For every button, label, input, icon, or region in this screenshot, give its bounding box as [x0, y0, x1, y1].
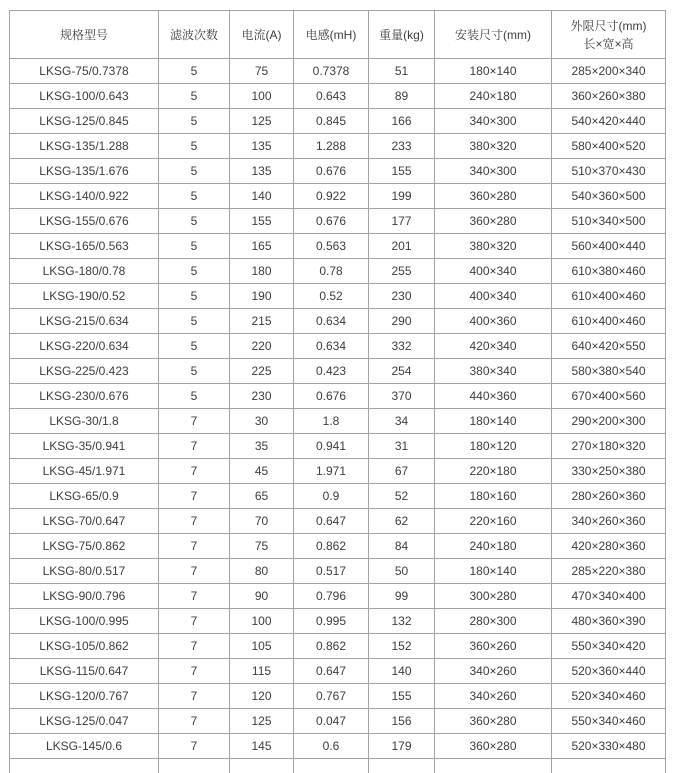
- table-cell: 400×340: [435, 259, 552, 284]
- table-cell: 290: [369, 309, 435, 334]
- table-row: [10, 734, 666, 759]
- table-cell: 7: [159, 409, 230, 434]
- table-cell: 332: [369, 334, 435, 359]
- table-cell: 84: [369, 534, 435, 559]
- table-cell: 0.647: [294, 509, 369, 534]
- table-cell: 75: [230, 534, 294, 559]
- table-cell: 480×360×390: [552, 609, 666, 634]
- table-cell: 135: [230, 159, 294, 184]
- table-cell: LKSG-135/1.676: [10, 159, 159, 184]
- table-row: [10, 184, 666, 209]
- table-cell: 5: [159, 84, 230, 109]
- table-cell: 270×180×320: [552, 434, 666, 459]
- table-cell: 179: [369, 734, 435, 759]
- table-cell: LKSG-120/0.767: [10, 684, 159, 709]
- table-cell: [230, 759, 294, 773]
- table-row: [10, 459, 666, 484]
- table-cell: 0.941: [294, 434, 369, 459]
- table-row: [10, 309, 666, 334]
- table-cell: 5: [159, 184, 230, 209]
- table-cell: 340×300: [435, 159, 552, 184]
- table-cell: 180×140: [435, 409, 552, 434]
- table-cell: 7: [159, 734, 230, 759]
- table-cell: 75: [230, 59, 294, 84]
- table-cell: 0.423: [294, 359, 369, 384]
- table-cell: 145: [230, 734, 294, 759]
- table-cell: LKSG-30/1.8: [10, 409, 159, 434]
- table-cell: LKSG-165/0.563: [10, 234, 159, 259]
- table-cell: 7: [159, 659, 230, 684]
- table-cell: 0.563: [294, 234, 369, 259]
- table-cell: 380×320: [435, 234, 552, 259]
- table-cell: 230: [369, 284, 435, 309]
- table-cell: 215: [230, 309, 294, 334]
- table-row: [10, 634, 666, 659]
- table-cell: 132: [369, 609, 435, 634]
- column-header-model: 规格型号: [10, 11, 159, 59]
- table-cell: 100: [230, 609, 294, 634]
- table-cell: 5: [159, 359, 230, 384]
- table-cell: 380×320: [435, 134, 552, 159]
- table-cell: 0.7378: [294, 59, 369, 84]
- table-cell: 0.6: [294, 734, 369, 759]
- table-cell: 0.517: [294, 559, 369, 584]
- table-cell: 5: [159, 334, 230, 359]
- table-cell: 67: [369, 459, 435, 484]
- table-cell: 7: [159, 584, 230, 609]
- table-cell: LKSG-115/0.647: [10, 659, 159, 684]
- table-cell: 90: [230, 584, 294, 609]
- column-header-filter-times: 滤波次数: [159, 11, 230, 59]
- spec-table-container: [9, 10, 666, 773]
- table-cell: 0.995: [294, 609, 369, 634]
- table-row: [10, 559, 666, 584]
- table-cell: 340×300: [435, 109, 552, 134]
- table-cell: LKSG-220/0.634: [10, 334, 159, 359]
- table-cell: 340×260×360: [552, 509, 666, 534]
- table-cell: LKSG-125/0.845: [10, 109, 159, 134]
- table-cell: 640×420×550: [552, 334, 666, 359]
- table-cell: 105: [230, 634, 294, 659]
- table-cell: 62: [369, 509, 435, 534]
- table-row: [10, 234, 666, 259]
- table-cell: 0.643: [294, 84, 369, 109]
- table-cell: 550×340×420: [552, 634, 666, 659]
- table-cell: 89: [369, 84, 435, 109]
- table-cell: 520×360×440: [552, 659, 666, 684]
- table-cell: [10, 759, 159, 773]
- table-cell: 0.796: [294, 584, 369, 609]
- column-header-inductance: 电感(mH): [294, 11, 369, 59]
- table-cell: 225: [230, 359, 294, 384]
- table-cell: 5: [159, 209, 230, 234]
- table-cell: [552, 759, 666, 773]
- table-row: [10, 259, 666, 284]
- table-cell: 50: [369, 559, 435, 584]
- table-cell: 0.9: [294, 484, 369, 509]
- table-cell: 0.047: [294, 709, 369, 734]
- table-cell: 7: [159, 634, 230, 659]
- table-cell: 7: [159, 609, 230, 634]
- table-cell: 34: [369, 409, 435, 434]
- table-cell: LKSG-180/0.78: [10, 259, 159, 284]
- table-cell: 5: [159, 59, 230, 84]
- table-cell: 5: [159, 309, 230, 334]
- table-cell: LKSG-230/0.676: [10, 384, 159, 409]
- table-cell: 5: [159, 284, 230, 309]
- table-cell: 0.52: [294, 284, 369, 309]
- table-cell: LKSG-100/0.643: [10, 84, 159, 109]
- table-cell: 7: [159, 684, 230, 709]
- table-cell: [435, 759, 552, 773]
- table-cell: LKSG-105/0.862: [10, 634, 159, 659]
- table-cell: 140: [369, 659, 435, 684]
- table-row: [10, 609, 666, 634]
- table-cell: 0.862: [294, 634, 369, 659]
- table-cell: 230: [230, 384, 294, 409]
- table-cell: 5: [159, 259, 230, 284]
- table-cell: 254: [369, 359, 435, 384]
- table-cell: 285×220×380: [552, 559, 666, 584]
- table-cell: 65: [230, 484, 294, 509]
- spec-table: [9, 10, 666, 773]
- table-cell: 380×340: [435, 359, 552, 384]
- table-cell: 290×200×300: [552, 409, 666, 434]
- table-row: [10, 709, 666, 734]
- table-cell: 285×200×340: [552, 59, 666, 84]
- table-cell: 5: [159, 234, 230, 259]
- table-cell: 70: [230, 509, 294, 534]
- table-cell: LKSG-190/0.52: [10, 284, 159, 309]
- table-cell: 580×380×540: [552, 359, 666, 384]
- table-cell: 0.676: [294, 159, 369, 184]
- table-cell: 610×400×460: [552, 309, 666, 334]
- table-cell: 280×300: [435, 609, 552, 634]
- table-cell: 45: [230, 459, 294, 484]
- table-cell: 52: [369, 484, 435, 509]
- table-row: [10, 384, 666, 409]
- table-cell: 155: [369, 684, 435, 709]
- table-cell: 140: [230, 184, 294, 209]
- table-cell: 510×340×500: [552, 209, 666, 234]
- table-body: [10, 59, 666, 759]
- table-cell: LKSG-35/0.941: [10, 434, 159, 459]
- table-cell: 360×260×380: [552, 84, 666, 109]
- table-cell: 31: [369, 434, 435, 459]
- table-cell: 540×360×500: [552, 184, 666, 209]
- table-row: [10, 409, 666, 434]
- table-cell: 166: [369, 109, 435, 134]
- table-cell: 180×140: [435, 559, 552, 584]
- table-cell: 201: [369, 234, 435, 259]
- table-cell: 470×340×400: [552, 584, 666, 609]
- table-cell: 370: [369, 384, 435, 409]
- table-cell: 400×360: [435, 309, 552, 334]
- table-body-clipped: [10, 759, 666, 773]
- outline-size-subtitle: 长×宽×高: [552, 35, 665, 53]
- outline-size-title: 外限尺寸(mm): [552, 17, 665, 35]
- table-cell: 420×280×360: [552, 534, 666, 559]
- table-cell: 7: [159, 559, 230, 584]
- table-cell: LKSG-80/0.517: [10, 559, 159, 584]
- table-cell: 7: [159, 484, 230, 509]
- table-row: [10, 84, 666, 109]
- table-cell: 610×400×460: [552, 284, 666, 309]
- column-header-outline-size: [552, 11, 666, 59]
- table-cell: 0.634: [294, 334, 369, 359]
- table-cell: 560×400×440: [552, 234, 666, 259]
- table-cell: 180×160: [435, 484, 552, 509]
- table-header-row: [10, 11, 666, 59]
- table-row: [10, 109, 666, 134]
- table-cell: 199: [369, 184, 435, 209]
- table-cell: 440×360: [435, 384, 552, 409]
- table-cell: [294, 759, 369, 773]
- table-cell: 156: [369, 709, 435, 734]
- table-cell: 520×340×460: [552, 684, 666, 709]
- table-cell: 120: [230, 684, 294, 709]
- table-cell: LKSG-225/0.423: [10, 359, 159, 384]
- column-header-install-size: 安装尺寸(mm): [435, 11, 552, 59]
- table-cell: 7: [159, 534, 230, 559]
- table-cell: LKSG-145/0.6: [10, 734, 159, 759]
- table-cell: 330×250×380: [552, 459, 666, 484]
- table-cell: 155: [230, 209, 294, 234]
- table-cell: 420×340: [435, 334, 552, 359]
- table-cell: 233: [369, 134, 435, 159]
- table-cell: 0.647: [294, 659, 369, 684]
- table-row: [10, 659, 666, 684]
- table-cell: 7: [159, 509, 230, 534]
- table-cell: 80: [230, 559, 294, 584]
- table-cell: LKSG-125/0.047: [10, 709, 159, 734]
- table-cell: 240×180: [435, 534, 552, 559]
- table-cell: 670×400×560: [552, 384, 666, 409]
- table-cell: 165: [230, 234, 294, 259]
- table-cell: 540×420×440: [552, 109, 666, 134]
- table-row: [10, 159, 666, 184]
- table-cell: 180×140: [435, 59, 552, 84]
- table-cell: 115: [230, 659, 294, 684]
- table-row-partial: [10, 759, 666, 773]
- table-cell: 360×280: [435, 184, 552, 209]
- table-cell: 340×260: [435, 684, 552, 709]
- table-cell: 0.78: [294, 259, 369, 284]
- table-row: [10, 334, 666, 359]
- table-cell: LKSG-90/0.796: [10, 584, 159, 609]
- table-cell: 190: [230, 284, 294, 309]
- table-cell: 300×280: [435, 584, 552, 609]
- table-row: [10, 209, 666, 234]
- table-cell: 5: [159, 134, 230, 159]
- table-cell: 0.767: [294, 684, 369, 709]
- table-cell: 5: [159, 159, 230, 184]
- table-cell: 360×280: [435, 734, 552, 759]
- table-cell: 220×160: [435, 509, 552, 534]
- table-cell: LKSG-140/0.922: [10, 184, 159, 209]
- table-cell: 0.676: [294, 384, 369, 409]
- table-cell: 400×340: [435, 284, 552, 309]
- table-row: [10, 359, 666, 384]
- column-header-weight: 重量(kg): [369, 11, 435, 59]
- table-cell: 255: [369, 259, 435, 284]
- table-row: [10, 434, 666, 459]
- table-cell: 7: [159, 434, 230, 459]
- table-cell: 135: [230, 134, 294, 159]
- table-row: [10, 684, 666, 709]
- table-cell: 0.634: [294, 309, 369, 334]
- table-cell: LKSG-215/0.634: [10, 309, 159, 334]
- table-cell: 360×260: [435, 634, 552, 659]
- table-cell: 1.8: [294, 409, 369, 434]
- table-cell: 550×340×460: [552, 709, 666, 734]
- column-header-current: 电流(A): [230, 11, 294, 59]
- table-cell: 152: [369, 634, 435, 659]
- table-row: [10, 509, 666, 534]
- table-cell: 180×120: [435, 434, 552, 459]
- table-cell: 155: [369, 159, 435, 184]
- table-cell: 360×280: [435, 709, 552, 734]
- table-cell: LKSG-75/0.7378: [10, 59, 159, 84]
- table-row: [10, 584, 666, 609]
- table-cell: LKSG-100/0.995: [10, 609, 159, 634]
- table-row: [10, 59, 666, 84]
- table-row: [10, 284, 666, 309]
- table-cell: 0.862: [294, 534, 369, 559]
- table-cell: 580×400×520: [552, 134, 666, 159]
- table-cell: LKSG-65/0.9: [10, 484, 159, 509]
- table-cell: 177: [369, 209, 435, 234]
- table-cell: 240×180: [435, 84, 552, 109]
- table-cell: 5: [159, 384, 230, 409]
- table-cell: 30: [230, 409, 294, 434]
- table-cell: LKSG-75/0.862: [10, 534, 159, 559]
- table-cell: 5: [159, 109, 230, 134]
- table-cell: 180: [230, 259, 294, 284]
- table-row: [10, 484, 666, 509]
- table-cell: 220×180: [435, 459, 552, 484]
- table-row: [10, 134, 666, 159]
- table-cell: [159, 759, 230, 773]
- table-cell: 7: [159, 459, 230, 484]
- table-cell: LKSG-135/1.288: [10, 134, 159, 159]
- table-cell: 360×280: [435, 209, 552, 234]
- table-cell: 125: [230, 109, 294, 134]
- table-cell: 520×330×480: [552, 734, 666, 759]
- table-cell: 0.845: [294, 109, 369, 134]
- table-cell: 51: [369, 59, 435, 84]
- table-cell: 7: [159, 709, 230, 734]
- table-cell: [369, 759, 435, 773]
- table-row: [10, 534, 666, 559]
- table-cell: 510×370×430: [552, 159, 666, 184]
- table-cell: 610×380×460: [552, 259, 666, 284]
- table-cell: 35: [230, 434, 294, 459]
- table-cell: 220: [230, 334, 294, 359]
- table-cell: 340×260: [435, 659, 552, 684]
- table-cell: 99: [369, 584, 435, 609]
- table-cell: 1.288: [294, 134, 369, 159]
- table-cell: LKSG-155/0.676: [10, 209, 159, 234]
- table-cell: 100: [230, 84, 294, 109]
- table-cell: LKSG-70/0.647: [10, 509, 159, 534]
- table-cell: 280×260×360: [552, 484, 666, 509]
- table-cell: 0.676: [294, 209, 369, 234]
- table-cell: 0.922: [294, 184, 369, 209]
- table-cell: 1.971: [294, 459, 369, 484]
- table-cell: LKSG-45/1.971: [10, 459, 159, 484]
- table-header: [10, 11, 666, 59]
- table-cell: 125: [230, 709, 294, 734]
